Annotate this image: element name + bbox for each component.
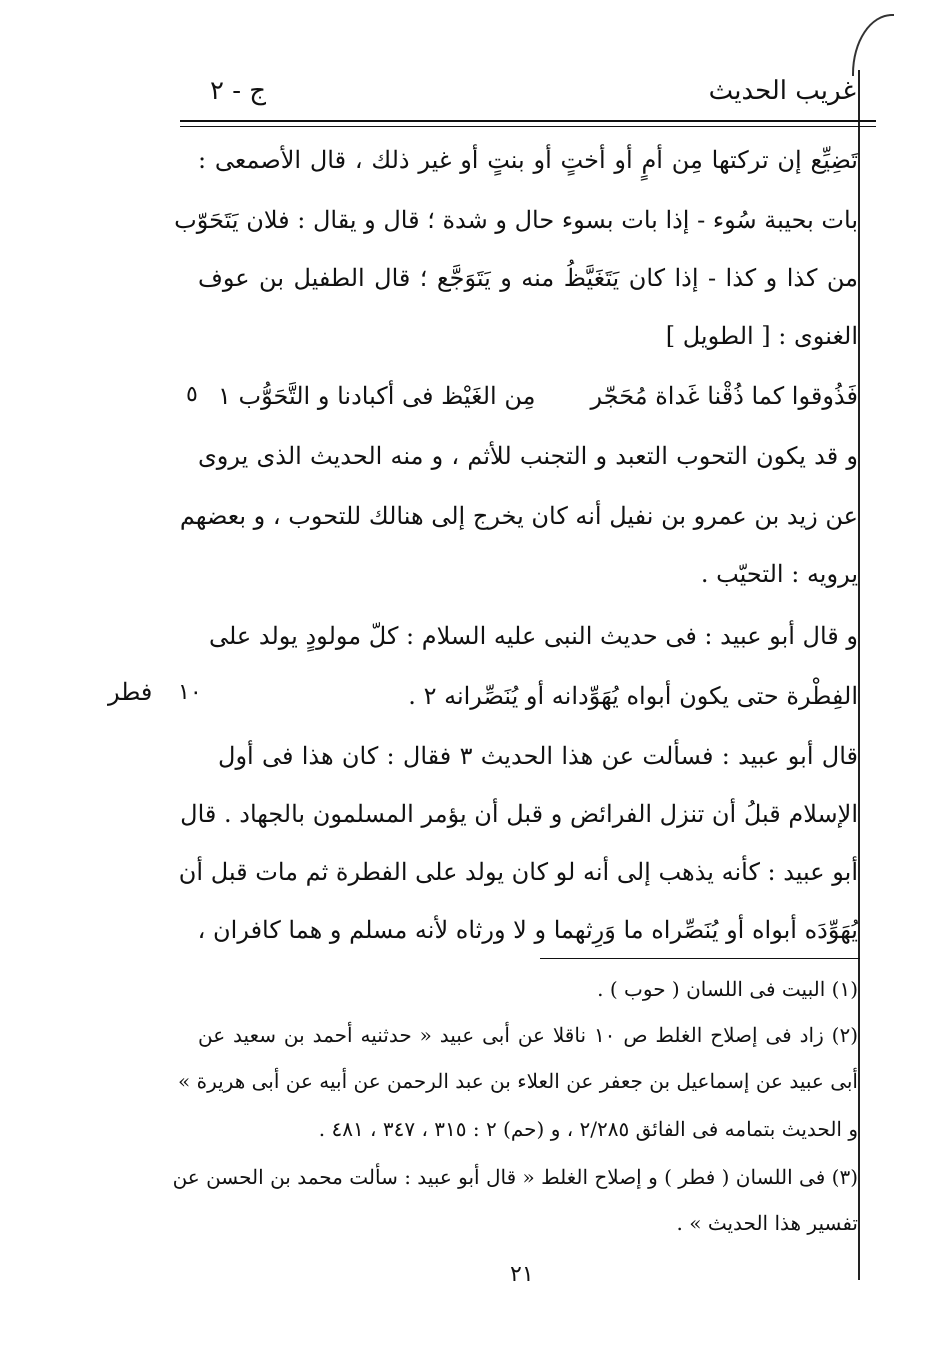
body-line: الغنوى : [ الطويل ]: [665, 322, 858, 350]
body-line: يرويه : التحيّب .: [700, 560, 858, 588]
poetry-verse: [218, 376, 858, 416]
running-header: [180, 70, 860, 118]
footnote-line: و الحديث بتمامه فى الفائق ٢/٢٨٥ ، و (حم) ٢ : ٣١٥ ، ٣٤٧ ، ٤٨١ .: [318, 1117, 858, 1141]
page-number: ٢١: [510, 1262, 534, 1287]
line-number: ٥: [186, 382, 198, 407]
body-line: الإسلام قبلُ أن تنزل الفرائض و قبل أن يؤمر المسلمون بالجهاد . قال: [180, 800, 858, 828]
body-line: قال أبو عبيد : فسألت عن هذا الحديث ٣ فقال : كان هذا فى أول: [218, 742, 859, 770]
body-line: بات بحيبة سُوء - إذا بات بسوء حال و شدة ؛ قال و يقال : فلان يَتَحَوّب: [174, 206, 858, 234]
page-corner-curl: [852, 14, 894, 76]
header-title: غريب الحديث: [708, 76, 856, 106]
margin-keyword: فطر: [108, 678, 153, 706]
verse-first-hemistich: فَذُوقوا كما ذُقْنا غَداة مُحَجّر: [590, 382, 858, 410]
footnote-separator: [540, 958, 860, 959]
body-line: من كذا و كذا - إذا كان يَتَغَيَّظُ منه و يَتَوَجَّع ؛ قال الطفيل بن عوف: [198, 264, 858, 292]
footnote-line: تفسير هذا الحديث » .: [676, 1211, 858, 1235]
footnote-line: أبى عبيد عن إسماعيل بن جعفر عن العلاء بن عبد الرحمن عن أبيه عن أبى هريرة »: [178, 1069, 858, 1093]
footnote-line: (٣) فى اللسان ( فطر ) و إصلاح الغلط « قال أبو عبيد : سألت محمد بن الحسن عن: [172, 1165, 858, 1189]
body-line: و قد يكون التحوب التعبد و التجنب للأثم ، و منه الحديث الذى يروى: [198, 442, 858, 470]
body-line: أبو عبيد : كأنه يذهب إلى أنه لو كان يولد على الفطرة ثم مات قبل أن: [178, 858, 858, 886]
line-number: ١٠: [178, 680, 202, 705]
hadith-line: الفِطْرة حتى يكون أبواه يُهَوِّدانه أو يُنَصِّرانه ٢ .: [408, 682, 858, 710]
body-line: تَضِيِّع إن تركتها مِن أمٍ أو أختٍ أو بنتٍ أو غير ذلك ، قال الأصمعى :: [198, 146, 858, 174]
body-line: يُهَوِّدَه أبواه أو يُنَصِّراه ما وَرِثهما و لا ورثاه لأنه مسلم و هما كافران ،: [197, 916, 858, 944]
header-volume: ج - ٢: [210, 76, 267, 106]
footnote-line: (١) البيت فى اللسان ( حوب ) .: [597, 977, 858, 1001]
body-line: عن زيد بن عمرو بن نفيل أنه كان يخرج إلى هنالك للتحوب ، و بعضهم: [179, 502, 858, 530]
binding-edge: [858, 70, 860, 1280]
hadith-line: و قال أبو عبيد : فى حديث النبى عليه السلام : كلّ مولودٍ يولد على: [208, 622, 858, 650]
header-rule: [180, 120, 876, 122]
verse-second-hemistich: مِن الغَيْظ فى أكبادنا و التَّحَوُّب ١: [218, 382, 536, 410]
footnote-line: (٢) زاد فى إصلاح الغلط ص ١٠ ناقلا عن أبى عبيد « حدثنيه أحمد بن سعيد عن: [198, 1023, 859, 1047]
header-rule-thin: [180, 126, 876, 127]
